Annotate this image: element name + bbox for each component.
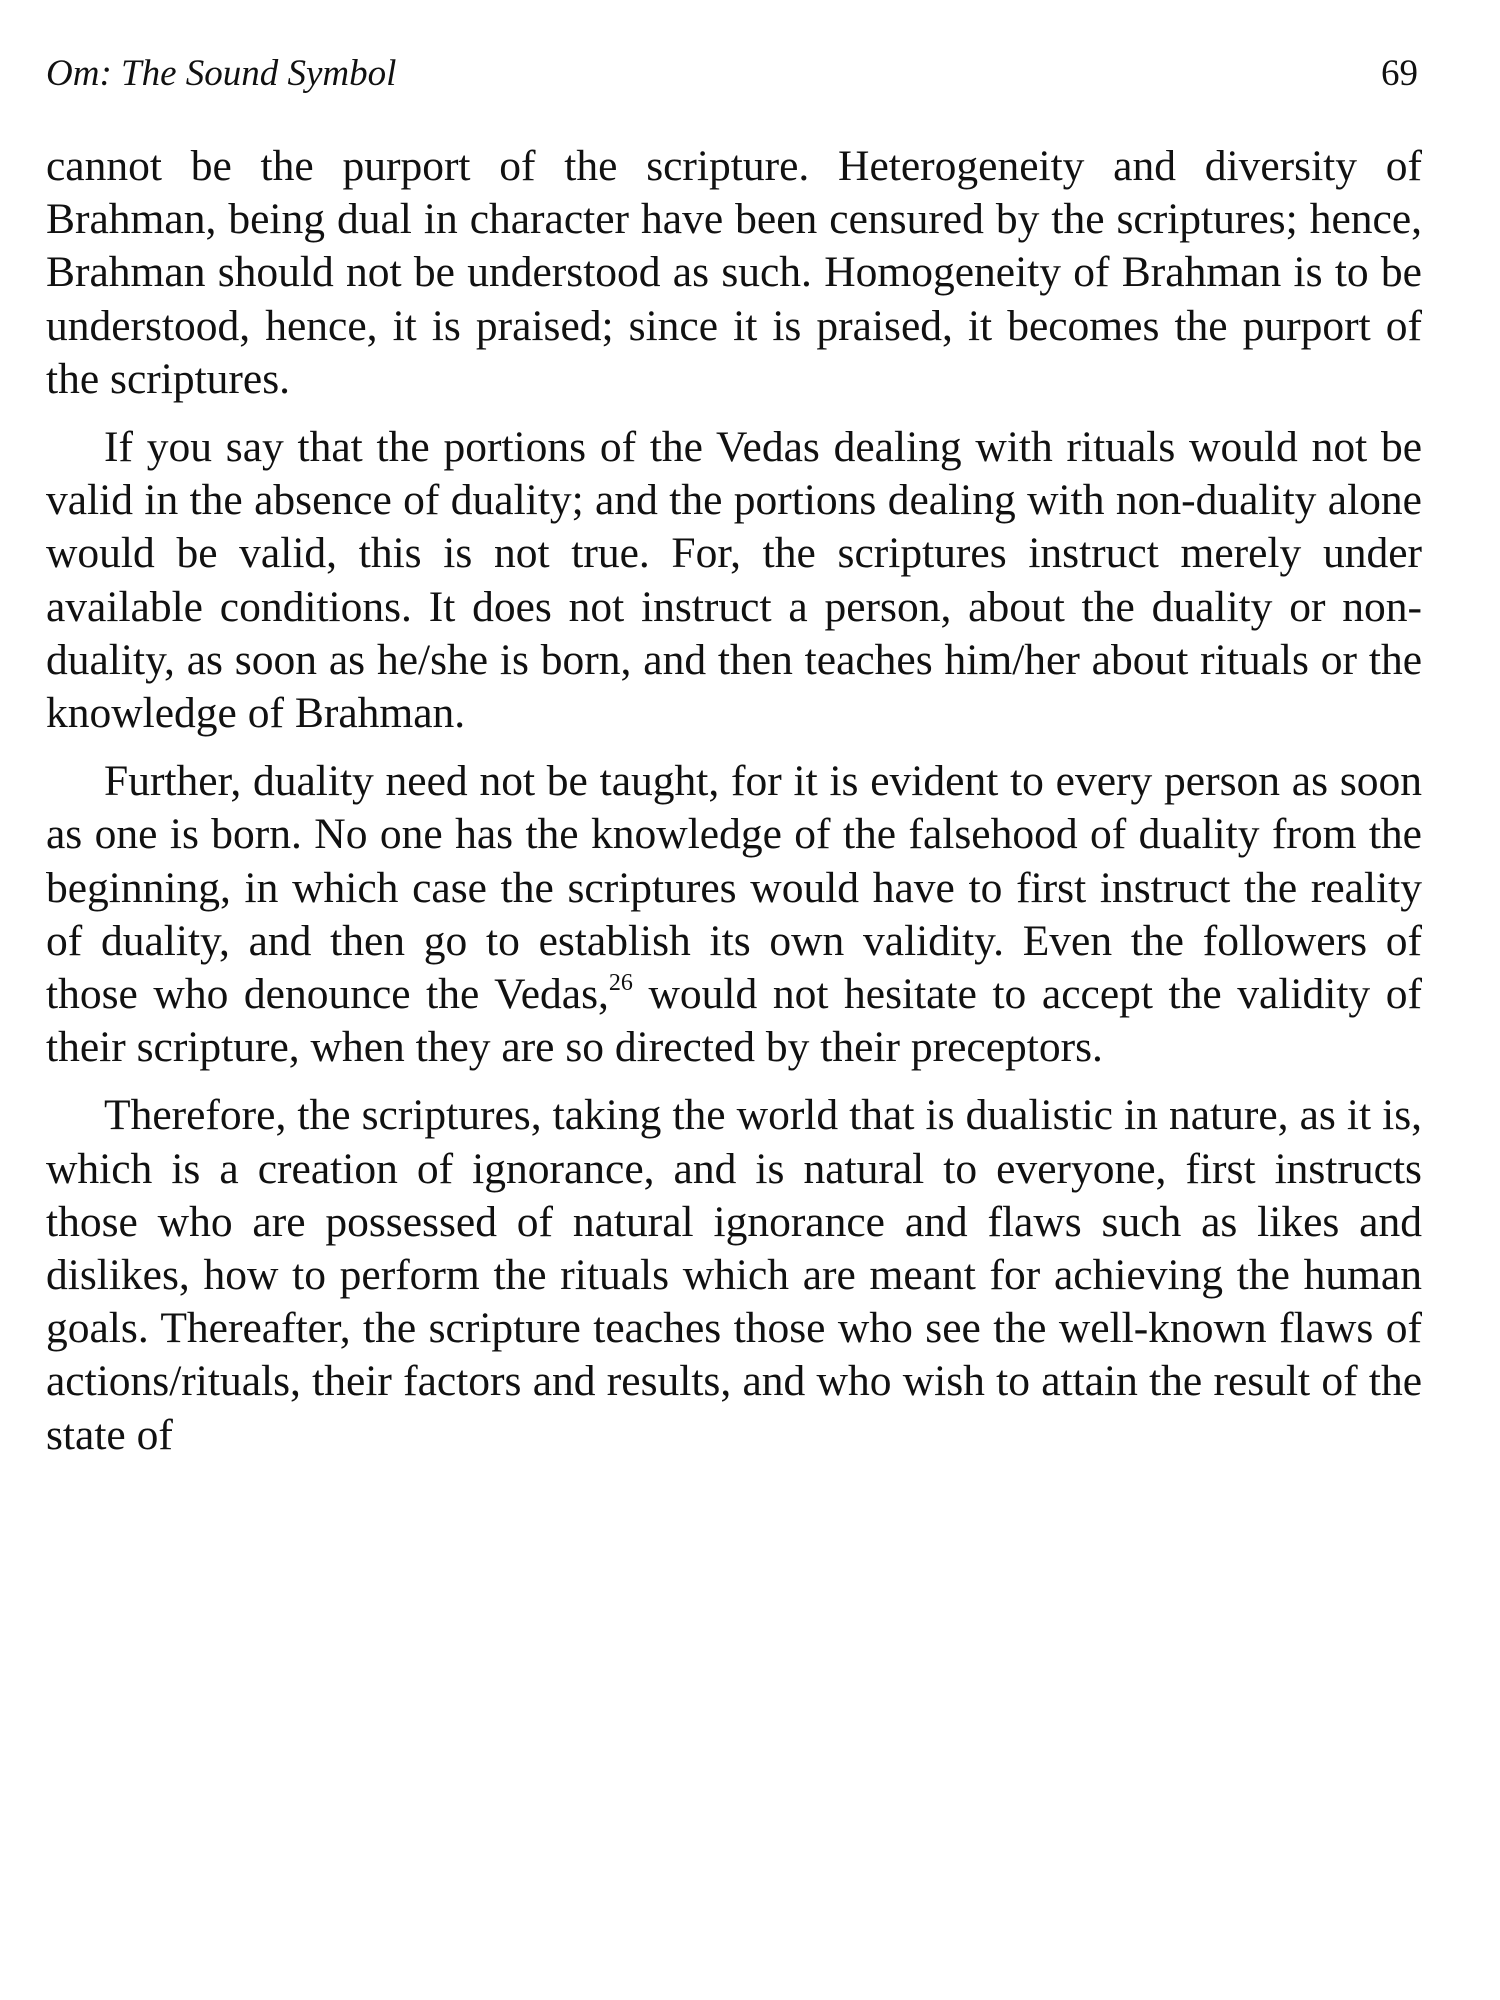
footnote-reference: 26 <box>608 970 633 997</box>
page-number: 69 <box>1381 53 1418 94</box>
paragraph-2: If you say that the portions of the Vedas dealing with rituals would not be valid in the absence of duality; and the portions dealing with non-duality alone would be valid, this is not true. For, the scriptures instruct merely under available conditions. It does not instruct a person, about the duality or non-duality, as soon as he/she is born, and then teaches him/her about rituals or the knowledge of Brahman. <box>46 423 1422 738</box>
paragraph-3-text-after-note: would not hesitate to accept the validity of their scripture, when they are so directed by their preceptors. <box>46 970 1423 1072</box>
running-title: Om: The Sound Symbol <box>46 53 397 94</box>
paragraph-4: Therefore, the scriptures, taking the world that is dualistic in nature, as it is, which is a creation of ignorance, and is natural to everyone, first instructs those who are possessed of natural ignorance and flaws such as likes and dislikes, how to perform the rituals which are meant for achieving the human goals. Thereafter, the scripture teaches those who see the well-known flaws of actions/rituals, their factors and results, and who wish to attain the result of the state of <box>46 1091 1422 1459</box>
running-header <box>46 52 1418 102</box>
body-text <box>46 140 1422 1477</box>
paragraph-3 <box>46 755 1422 1074</box>
paragraph-3-text-before-note: Further, duality need not be taught, for it is evident to every person as soon as one is born. No one has the knowledge of the falsehood of duality from the beginning, in which case the scriptures would have to first instruct the reality of duality, and then go to establish its own validity. Even the followers of those who denounce the Vedas, <box>46 757 1422 1019</box>
paragraph-1: cannot be the purport of the scripture. Heterogeneity and diversity of Brahman, being dual in character have been censured by the scriptures; hence, Brahman should not be understood as such. Homogeneity of Brahman is to be understood, hence, it is praised; since it is praised, it becomes the purport of the scriptures. <box>46 142 1422 403</box>
